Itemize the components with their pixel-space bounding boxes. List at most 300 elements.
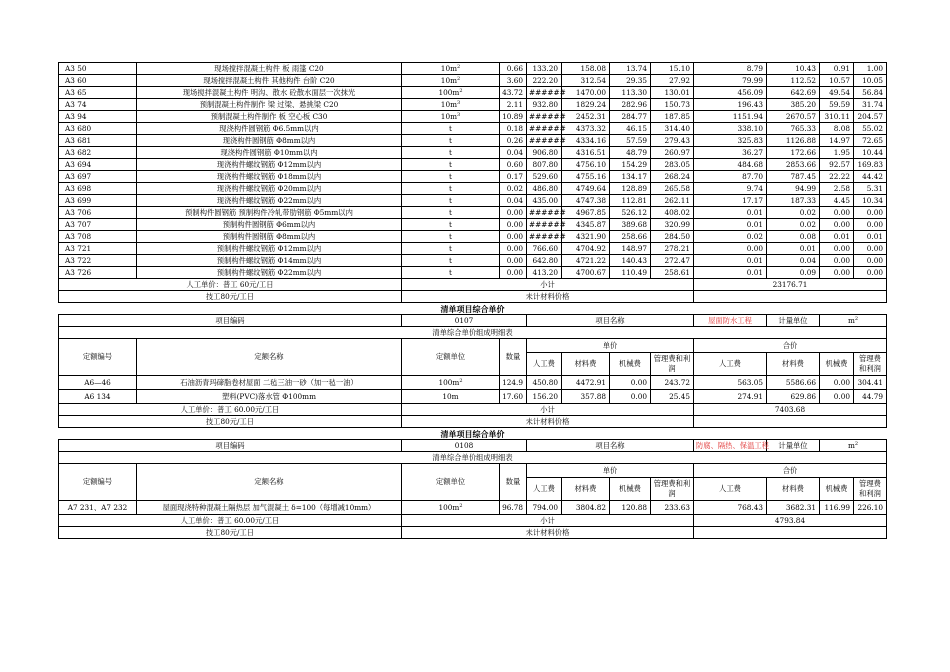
labor-price-1: 人工单价：普工 60元/工日 bbox=[59, 279, 402, 291]
subtotal-value-2: 7403.68 bbox=[694, 404, 887, 416]
cell-t-mgmt: 0.00 bbox=[854, 207, 887, 219]
cell-code: A3 698 bbox=[59, 183, 137, 195]
cell-qty: 0.00 bbox=[500, 219, 527, 231]
cell-t-mgmt: 304.41 bbox=[854, 376, 887, 390]
table-row bbox=[59, 267, 887, 279]
cell-mgmt: 272.47 bbox=[651, 255, 694, 267]
table-row bbox=[59, 63, 887, 75]
cell-t-material: 0.04 bbox=[767, 255, 820, 267]
cell-name: 现浇构件螺纹钢筋 Φ12mm以内 bbox=[137, 159, 402, 171]
cell-labor: 486.80 bbox=[527, 183, 562, 195]
cell-unit: t bbox=[402, 171, 500, 183]
cell-mgmt: 243.72 bbox=[651, 376, 694, 390]
cell-code: A3 699 bbox=[59, 195, 137, 207]
cell-qty: 0.02 bbox=[500, 183, 527, 195]
cell-unit: t bbox=[402, 243, 500, 255]
header-labor-3: 人工费 bbox=[527, 478, 562, 501]
cell-labor: ###### bbox=[527, 231, 562, 243]
cell-labor: 766.60 bbox=[527, 243, 562, 255]
unit-label-2: 计量单位 bbox=[767, 315, 820, 327]
cell-mgmt: 262.11 bbox=[651, 195, 694, 207]
cell-t-labor: 563.05 bbox=[694, 376, 767, 390]
cell-t-mgmt: 204.57 bbox=[854, 111, 887, 123]
cell-t-material: 112.52 bbox=[767, 75, 820, 87]
cell-name: 预制构件圆钢筋 Φ6mm以内 bbox=[137, 219, 402, 231]
detail-title-2: 清单综合单价组成明细表 bbox=[59, 327, 887, 339]
table-row bbox=[59, 111, 887, 123]
item-name-label-2: 项目名称 bbox=[527, 315, 694, 327]
table-row bbox=[59, 195, 887, 207]
cell-t-material: 0.02 bbox=[767, 219, 820, 231]
labor-price-2: 人工单价：普工 60.00元/工日 bbox=[59, 404, 402, 416]
cell-labor: 807.80 bbox=[527, 159, 562, 171]
cell-t-material: 187.33 bbox=[767, 195, 820, 207]
cell-name: 现浇构件螺纹钢筋 Φ20mm以内 bbox=[137, 183, 402, 195]
cell-material: 3804.82 bbox=[562, 501, 610, 515]
cell-t-material: 2853.66 bbox=[767, 159, 820, 171]
cell-t-machine: 2.58 bbox=[820, 183, 854, 195]
cell-mgmt: 25.45 bbox=[651, 390, 694, 404]
header-code-3: 定额编号 bbox=[59, 464, 137, 501]
cell-labor: ###### bbox=[527, 219, 562, 231]
cell-qty: 43.72 bbox=[500, 87, 527, 99]
header-name-3: 定额名称 bbox=[137, 464, 402, 501]
cell-t-material: 5586.66 bbox=[767, 376, 820, 390]
cell-labor: 133.20 bbox=[527, 63, 562, 75]
cell-code: A3 681 bbox=[59, 135, 137, 147]
cell-qty: 0.00 bbox=[500, 255, 527, 267]
cell-unit: t bbox=[402, 123, 500, 135]
cell-t-mgmt: 0.00 bbox=[854, 255, 887, 267]
cell-code: A3 708 bbox=[59, 231, 137, 243]
cell-t-mgmt: 0.01 bbox=[854, 231, 887, 243]
cell-material: 4704.92 bbox=[562, 243, 610, 255]
header-t-material-3: 材料费 bbox=[767, 478, 820, 501]
cell-t-machine: 0.00 bbox=[820, 267, 854, 279]
subtotal-label-3: 小计 bbox=[402, 515, 694, 527]
cell-t-mgmt: 0.00 bbox=[854, 219, 887, 231]
header-machine: 机械费 bbox=[610, 353, 651, 376]
cell-name: 现浇构件圆钢筋 Φ8mm以内 bbox=[137, 135, 402, 147]
header-material-3: 材料费 bbox=[562, 478, 610, 501]
cell-t-labor: 9.74 bbox=[694, 183, 767, 195]
cell-unit: t bbox=[402, 219, 500, 231]
cell-code: A3 706 bbox=[59, 207, 137, 219]
cell-material: 4472.91 bbox=[562, 376, 610, 390]
table-row bbox=[59, 207, 887, 219]
cell-t-machine: 0.00 bbox=[820, 243, 854, 255]
cell-t-material: 0.09 bbox=[767, 267, 820, 279]
cell-qty: 0.04 bbox=[500, 195, 527, 207]
cell-t-material: 642.69 bbox=[767, 87, 820, 99]
cell-t-machine: 8.08 bbox=[820, 123, 854, 135]
item-name-3: 防腐、隔热、保温工程 bbox=[694, 440, 767, 452]
cell-mgmt: 265.58 bbox=[651, 183, 694, 195]
cell-t-material: 3682.31 bbox=[767, 501, 820, 515]
cell-unit: $100m^2$ bbox=[402, 501, 500, 515]
cell-qty: 124.9 bbox=[500, 376, 527, 390]
header-t-labor: 人工费 bbox=[694, 353, 767, 376]
cell-unit: t bbox=[402, 183, 500, 195]
cell-mgmt: 284.50 bbox=[651, 231, 694, 243]
header-unit-price: 单价 bbox=[527, 339, 694, 353]
cell-code: A3 682 bbox=[59, 147, 137, 159]
cell-t-machine: 22.22 bbox=[820, 171, 854, 183]
cell-machine: 113.30 bbox=[610, 87, 651, 99]
cell-machine: 110.49 bbox=[610, 267, 651, 279]
cell-qty: 3.60 bbox=[500, 75, 527, 87]
cell-code: A3 726 bbox=[59, 267, 137, 279]
cell-material: 4755.16 bbox=[562, 171, 610, 183]
item-code-3: 0108 bbox=[402, 440, 527, 452]
cell-labor: 642.80 bbox=[527, 255, 562, 267]
cell-t-labor: 196.43 bbox=[694, 99, 767, 111]
cell-labor: 529.60 bbox=[527, 171, 562, 183]
cell-t-labor: 0.00 bbox=[694, 243, 767, 255]
table-row bbox=[59, 171, 887, 183]
cell-t-labor: 0.02 bbox=[694, 231, 767, 243]
cell-t-mgmt: 44.79 bbox=[854, 390, 887, 404]
cell-t-labor: 338.10 bbox=[694, 123, 767, 135]
cell-material: 158.08 bbox=[562, 63, 610, 75]
cell-t-machine: 310.11 bbox=[820, 111, 854, 123]
cell-t-machine: 14.97 bbox=[820, 135, 854, 147]
cell-unit: t bbox=[402, 255, 500, 267]
cell-material: 4721.22 bbox=[562, 255, 610, 267]
cell-t-labor: 17.17 bbox=[694, 195, 767, 207]
header-labor: 人工费 bbox=[527, 353, 562, 376]
cell-labor: 435.00 bbox=[527, 195, 562, 207]
cell-mgmt: 408.02 bbox=[651, 207, 694, 219]
table-row bbox=[59, 135, 887, 147]
cell-qty: 0.18 bbox=[500, 123, 527, 135]
cell-mgmt: 268.24 bbox=[651, 171, 694, 183]
cell-t-mgmt: 31.74 bbox=[854, 99, 887, 111]
table-row bbox=[59, 75, 887, 87]
cell-code: A3 50 bbox=[59, 63, 137, 75]
cell-t-material: 765.33 bbox=[767, 123, 820, 135]
labor-price-3: 人工单价：普工 60.00元/工日 bbox=[59, 515, 402, 527]
cell-t-machine: 116.99 bbox=[820, 501, 854, 515]
cell-machine: 258.66 bbox=[610, 231, 651, 243]
cell-qty: 0.17 bbox=[500, 171, 527, 183]
cell-labor: ###### bbox=[527, 87, 562, 99]
unpriced-label-2: 未计材料价格 bbox=[402, 416, 694, 428]
cell-code: A3 74 bbox=[59, 99, 137, 111]
cell-code: A3 721 bbox=[59, 243, 137, 255]
cell-t-material: 787.45 bbox=[767, 171, 820, 183]
cell-code: A3 60 bbox=[59, 75, 137, 87]
table-row bbox=[59, 147, 887, 159]
cell-qty: 17.60 bbox=[500, 390, 527, 404]
cell-t-mgmt: 0.00 bbox=[854, 267, 887, 279]
cell-unit: $100m^2$ bbox=[402, 376, 500, 390]
header-qty: 数量 bbox=[500, 339, 527, 376]
cell-t-material: 629.86 bbox=[767, 390, 820, 404]
cell-machine: 154.29 bbox=[610, 159, 651, 171]
cell-machine: 526.12 bbox=[610, 207, 651, 219]
table-row bbox=[59, 243, 887, 255]
cell-name: 现浇构件螺纹钢筋 Φ18mm以内 bbox=[137, 171, 402, 183]
section-2 bbox=[59, 303, 887, 376]
cell-t-material: 94.99 bbox=[767, 183, 820, 195]
cell-mgmt: 233.63 bbox=[651, 501, 694, 515]
cell-name: 现浇构件圆钢筋 Φ10mm以内 bbox=[137, 147, 402, 159]
cell-t-labor: 456.09 bbox=[694, 87, 767, 99]
cell-t-material: 0.01 bbox=[767, 243, 820, 255]
cell-machine: 148.97 bbox=[610, 243, 651, 255]
header-qty-3: 数量 bbox=[500, 464, 527, 501]
cost-table bbox=[58, 62, 887, 539]
cell-machine: 57.59 bbox=[610, 135, 651, 147]
table-row bbox=[59, 99, 887, 111]
table-row bbox=[59, 501, 887, 515]
cell-t-material: 385.20 bbox=[767, 99, 820, 111]
header-mgmt-3: 管理费和利润 bbox=[651, 478, 694, 501]
cell-t-mgmt: 10.34 bbox=[854, 195, 887, 207]
cell-material: 4321.90 bbox=[562, 231, 610, 243]
subtotal-value-1: 23176.71 bbox=[694, 279, 887, 291]
cell-t-mgmt: 10.44 bbox=[854, 147, 887, 159]
subtotal-label-1: 小计 bbox=[402, 279, 694, 291]
cell-material: 4345.87 bbox=[562, 219, 610, 231]
section-1-summary bbox=[59, 279, 887, 303]
header-unit-price-3: 单价 bbox=[527, 464, 694, 478]
header-t-machine: 机械费 bbox=[820, 353, 854, 376]
table-row bbox=[59, 376, 887, 390]
cell-qty: 0.00 bbox=[500, 207, 527, 219]
cell-t-material: 0.08 bbox=[767, 231, 820, 243]
cell-unit: 10m bbox=[402, 390, 500, 404]
cell-material: 2452.31 bbox=[562, 111, 610, 123]
cell-t-machine: 0.00 bbox=[820, 376, 854, 390]
skilled-price-1: 技工80元/工日 bbox=[59, 291, 402, 303]
cell-code: A6—46 bbox=[59, 376, 137, 390]
cell-name: 现场搅拌混凝土构件 其他构件 台阶 C20 bbox=[137, 75, 402, 87]
section-3-heading: 清单项目综合单价 bbox=[59, 428, 887, 440]
cell-unit: t bbox=[402, 231, 500, 243]
cell-labor: 906.80 bbox=[527, 147, 562, 159]
table-row bbox=[59, 231, 887, 243]
unpriced-value-3 bbox=[694, 527, 887, 539]
cell-material: 1470.00 bbox=[562, 87, 610, 99]
cell-t-machine: 0.00 bbox=[820, 255, 854, 267]
unit-3: $m^2$ bbox=[820, 440, 887, 452]
header-machine-3: 机械费 bbox=[610, 478, 651, 501]
cell-name: 石油沥青玛碲脂卷材屋面 二毡三油一砂（加一毡一油） bbox=[137, 376, 402, 390]
cell-mgmt: 27.92 bbox=[651, 75, 694, 87]
section-3-summary bbox=[59, 515, 887, 539]
cell-t-mgmt: 1.00 bbox=[854, 63, 887, 75]
cell-t-labor: 1151.94 bbox=[694, 111, 767, 123]
cell-t-machine: 4.45 bbox=[820, 195, 854, 207]
cell-unit: t bbox=[402, 195, 500, 207]
cell-material: 4316.51 bbox=[562, 147, 610, 159]
cell-unit: t bbox=[402, 207, 500, 219]
cell-t-machine: 49.54 bbox=[820, 87, 854, 99]
section-2-rows bbox=[59, 376, 887, 404]
cell-mgmt: 314.40 bbox=[651, 123, 694, 135]
cell-t-mgmt: 0.00 bbox=[854, 243, 887, 255]
unpriced-value-1 bbox=[694, 291, 887, 303]
section-2-heading: 清单项目综合单价 bbox=[59, 303, 887, 315]
cell-mgmt: 258.61 bbox=[651, 267, 694, 279]
cell-code: A7 231、A7 232 bbox=[59, 501, 137, 515]
cell-machine: 46.15 bbox=[610, 123, 651, 135]
table-row bbox=[59, 255, 887, 267]
cell-t-material: 2670.57 bbox=[767, 111, 820, 123]
cell-material: 4967.85 bbox=[562, 207, 610, 219]
cell-t-labor: 325.83 bbox=[694, 135, 767, 147]
subtotal-value-3: 4793.84 bbox=[694, 515, 887, 527]
detail-title-3: 清单综合单价组成明细表 bbox=[59, 452, 887, 464]
table-row bbox=[59, 390, 887, 404]
cell-t-machine: 0.00 bbox=[820, 219, 854, 231]
table-row bbox=[59, 219, 887, 231]
unit-2: $m^2$ bbox=[820, 315, 887, 327]
cell-name: 现场搅拌混凝土构件 明沟、散水 砼散水面层一次抹光 bbox=[137, 87, 402, 99]
section-2-summary bbox=[59, 404, 887, 428]
cell-mgmt: 279.43 bbox=[651, 135, 694, 147]
cell-name: 预制构件螺纹钢筋 Φ14mm以内 bbox=[137, 255, 402, 267]
cell-unit: $10m^2$ bbox=[402, 75, 500, 87]
cell-t-labor: 0.01 bbox=[694, 207, 767, 219]
section-3 bbox=[59, 428, 887, 501]
cell-name: 预制构件螺纹钢筋 Φ12mm以内 bbox=[137, 243, 402, 255]
cell-code: A3 694 bbox=[59, 159, 137, 171]
cost-sheet bbox=[58, 62, 886, 539]
cell-t-mgmt: 169.83 bbox=[854, 159, 887, 171]
section-3-rows bbox=[59, 501, 887, 515]
cell-machine: 284.77 bbox=[610, 111, 651, 123]
cell-code: A3 94 bbox=[59, 111, 137, 123]
cell-name: 屋面现浇特种混凝土隔热层 加气混凝土 δ=100（每增减10mm） bbox=[137, 501, 402, 515]
cell-labor: 932.80 bbox=[527, 99, 562, 111]
cell-qty: 96.78 bbox=[500, 501, 527, 515]
cell-mgmt: 150.73 bbox=[651, 99, 694, 111]
cell-qty: 0.26 bbox=[500, 135, 527, 147]
item-code-label-3: 项目编码 bbox=[59, 440, 402, 452]
cell-t-mgmt: 55.02 bbox=[854, 123, 887, 135]
cell-mgmt: 187.85 bbox=[651, 111, 694, 123]
header-mgmt: 管理费和利润 bbox=[651, 353, 694, 376]
header-material: 材料费 bbox=[562, 353, 610, 376]
cell-t-labor: 484.68 bbox=[694, 159, 767, 171]
skilled-price-3: 技工80元/工日 bbox=[59, 527, 402, 539]
cell-labor: 413.20 bbox=[527, 267, 562, 279]
cell-t-mgmt: 72.65 bbox=[854, 135, 887, 147]
cell-t-mgmt: 10.05 bbox=[854, 75, 887, 87]
cell-machine: 112.81 bbox=[610, 195, 651, 207]
header-t-material: 材料费 bbox=[767, 353, 820, 376]
cell-unit: t bbox=[402, 135, 500, 147]
cell-name: 预制混凝土构件制作 板 空心板 C30 bbox=[137, 111, 402, 123]
cell-material: 4756.10 bbox=[562, 159, 610, 171]
header-total-price-3: 合价 bbox=[694, 464, 887, 478]
cell-material: 4373.32 bbox=[562, 123, 610, 135]
cell-unit: $10m^3$ bbox=[402, 111, 500, 123]
cell-machine: 140.43 bbox=[610, 255, 651, 267]
cell-machine: 29.35 bbox=[610, 75, 651, 87]
cell-machine: 0.00 bbox=[610, 390, 651, 404]
item-name-label-3: 项目名称 bbox=[527, 440, 694, 452]
cell-t-machine: 0.91 bbox=[820, 63, 854, 75]
cell-labor: ###### bbox=[527, 207, 562, 219]
cell-qty: 2.11 bbox=[500, 99, 527, 111]
cell-name: 预制构件圆钢筋 预制构件冷轧带肋钢筋 Φ5mm以内 bbox=[137, 207, 402, 219]
cell-t-labor: 0.01 bbox=[694, 219, 767, 231]
cell-t-mgmt: 5.31 bbox=[854, 183, 887, 195]
header-unit: 定额单位 bbox=[402, 339, 500, 376]
cell-t-labor: 87.70 bbox=[694, 171, 767, 183]
cell-material: 1829.24 bbox=[562, 99, 610, 111]
cell-unit: $100m^2$ bbox=[402, 87, 500, 99]
cell-t-mgmt: 44.42 bbox=[854, 171, 887, 183]
skilled-price-2: 技工80元/工日 bbox=[59, 416, 402, 428]
cell-machine: 48.79 bbox=[610, 147, 651, 159]
cell-material: 357.88 bbox=[562, 390, 610, 404]
header-unit-3: 定额单位 bbox=[402, 464, 500, 501]
cell-machine: 389.68 bbox=[610, 219, 651, 231]
header-code: 定额编号 bbox=[59, 339, 137, 376]
cell-name: 现浇构件螺纹钢筋 Φ22mm以内 bbox=[137, 195, 402, 207]
cell-labor: 222.20 bbox=[527, 75, 562, 87]
cell-code: A3 707 bbox=[59, 219, 137, 231]
cell-material: 4700.67 bbox=[562, 267, 610, 279]
cell-code: A3 697 bbox=[59, 171, 137, 183]
cell-machine: 120.88 bbox=[610, 501, 651, 515]
table-row bbox=[59, 87, 887, 99]
cell-t-material: 172.66 bbox=[767, 147, 820, 159]
cell-qty: 0.04 bbox=[500, 147, 527, 159]
cell-unit: t bbox=[402, 267, 500, 279]
table-row bbox=[59, 183, 887, 195]
cell-qty: 0.00 bbox=[500, 231, 527, 243]
cell-name: 预制构件螺纹钢筋 Φ22mm以内 bbox=[137, 267, 402, 279]
cell-labor: 156.20 bbox=[527, 390, 562, 404]
cell-code: A3 680 bbox=[59, 123, 137, 135]
cell-t-labor: 8.79 bbox=[694, 63, 767, 75]
cell-t-machine: 0.00 bbox=[820, 390, 854, 404]
cell-labor: ###### bbox=[527, 111, 562, 123]
subtotal-label-2: 小计 bbox=[402, 404, 694, 416]
cell-labor: 450.80 bbox=[527, 376, 562, 390]
cell-t-material: 0.02 bbox=[767, 207, 820, 219]
cell-t-labor: 0.01 bbox=[694, 267, 767, 279]
cell-labor: ###### bbox=[527, 123, 562, 135]
cell-machine: 134.17 bbox=[610, 171, 651, 183]
header-t-labor-3: 人工费 bbox=[694, 478, 767, 501]
cell-t-machine: 0.00 bbox=[820, 207, 854, 219]
cell-qty: 0.00 bbox=[500, 243, 527, 255]
cell-code: A6 134 bbox=[59, 390, 137, 404]
cell-unit: $10m^3$ bbox=[402, 99, 500, 111]
cell-qty: 0.00 bbox=[500, 267, 527, 279]
cell-machine: 0.00 bbox=[610, 376, 651, 390]
cell-qty: 0.60 bbox=[500, 159, 527, 171]
cell-t-labor: 36.27 bbox=[694, 147, 767, 159]
item-name-2: 屋面防水工程 bbox=[694, 315, 767, 327]
header-t-mgmt-3: 管理费 和利润 bbox=[854, 478, 887, 501]
unit-label-3: 计量单位 bbox=[767, 440, 820, 452]
cell-mgmt: 130.01 bbox=[651, 87, 694, 99]
header-name: 定额名称 bbox=[137, 339, 402, 376]
cell-machine: 282.96 bbox=[610, 99, 651, 111]
cell-code: A3 722 bbox=[59, 255, 137, 267]
cell-unit: t bbox=[402, 159, 500, 171]
cell-t-labor: 79.99 bbox=[694, 75, 767, 87]
cell-mgmt: 278.21 bbox=[651, 243, 694, 255]
